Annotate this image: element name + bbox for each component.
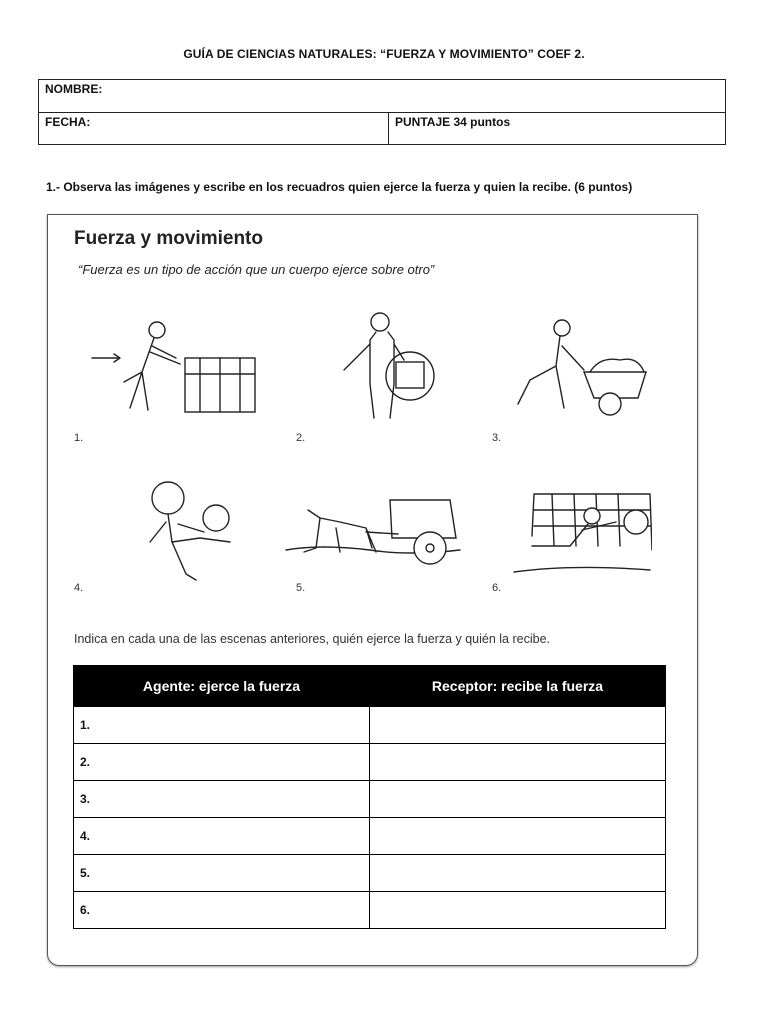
table-row <box>74 892 666 929</box>
student-info-table <box>38 79 726 145</box>
scene-number: 1. <box>74 432 84 444</box>
row-number: 1. <box>80 718 91 732</box>
scene-3-wheelbarrow-illustration <box>510 316 655 418</box>
row-number: 4. <box>80 829 91 843</box>
scene-5-horse-cart-illustration <box>280 488 465 576</box>
scene-4-kicking-ball-illustration <box>138 476 243 588</box>
receiver-answer-cell[interactable] <box>370 818 666 855</box>
scene-number: 2. <box>296 432 306 444</box>
date-label: FECHA: <box>45 114 91 129</box>
table-row <box>74 707 666 744</box>
table-row <box>74 855 666 892</box>
agent-answer-cell[interactable] <box>74 855 370 892</box>
panel-title: Fuerza y movimiento <box>74 228 263 249</box>
table-instruction: Indica en cada una de las escenas anteriores, quién ejerce la fuerza y quién la recibe. <box>74 632 550 646</box>
scene-number: 6. <box>492 582 502 594</box>
score-field <box>389 112 726 145</box>
receiver-answer-cell[interactable] <box>370 781 666 818</box>
receiver-column-header: Receptor: recibe la fuerza <box>370 666 666 707</box>
document-title: GUÍA DE CIENCIAS NATURALES: “FUERZA Y MOVIMIENTO” COEF 2. <box>183 47 585 61</box>
name-field[interactable] <box>39 80 726 113</box>
agent-answer-cell[interactable] <box>74 781 370 818</box>
row-number: 6. <box>80 903 91 917</box>
answer-table <box>73 665 666 929</box>
table-row <box>74 781 666 818</box>
table-row <box>74 818 666 855</box>
agent-answer-cell[interactable] <box>74 892 370 929</box>
scene-1-pushing-crate-illustration <box>80 312 270 422</box>
scene-2-holding-bag-illustration <box>330 310 440 422</box>
scene-6-goalkeeper-illustration <box>512 486 652 578</box>
receiver-answer-cell[interactable] <box>370 892 666 929</box>
scene-number: 3. <box>492 432 502 444</box>
receiver-answer-cell[interactable] <box>370 707 666 744</box>
agent-answer-cell[interactable] <box>74 744 370 781</box>
agent-answer-cell[interactable] <box>74 707 370 744</box>
row-number: 2. <box>80 755 91 769</box>
table-row <box>74 744 666 781</box>
row-number: 3. <box>80 792 91 806</box>
date-field[interactable] <box>39 112 389 145</box>
score-label: PUNTAJE 34 puntos <box>395 114 511 129</box>
agent-column-header: Agente: ejerce la fuerza <box>74 666 370 707</box>
agent-answer-cell[interactable] <box>74 818 370 855</box>
question-instruction: 1.- Observa las imágenes y escribe en los recuadros quien ejerce la fuerza y quien la recibe. (6 puntos) <box>46 180 633 194</box>
receiver-answer-cell[interactable] <box>370 744 666 781</box>
scene-number: 5. <box>296 582 306 594</box>
receiver-answer-cell[interactable] <box>370 855 666 892</box>
scene-number: 4. <box>74 582 84 594</box>
row-number: 5. <box>80 866 91 880</box>
name-label: NOMBRE: <box>45 82 103 96</box>
panel-quote: “Fuerza es un tipo de acción que un cuerpo ejerce sobre otro” <box>78 262 435 277</box>
